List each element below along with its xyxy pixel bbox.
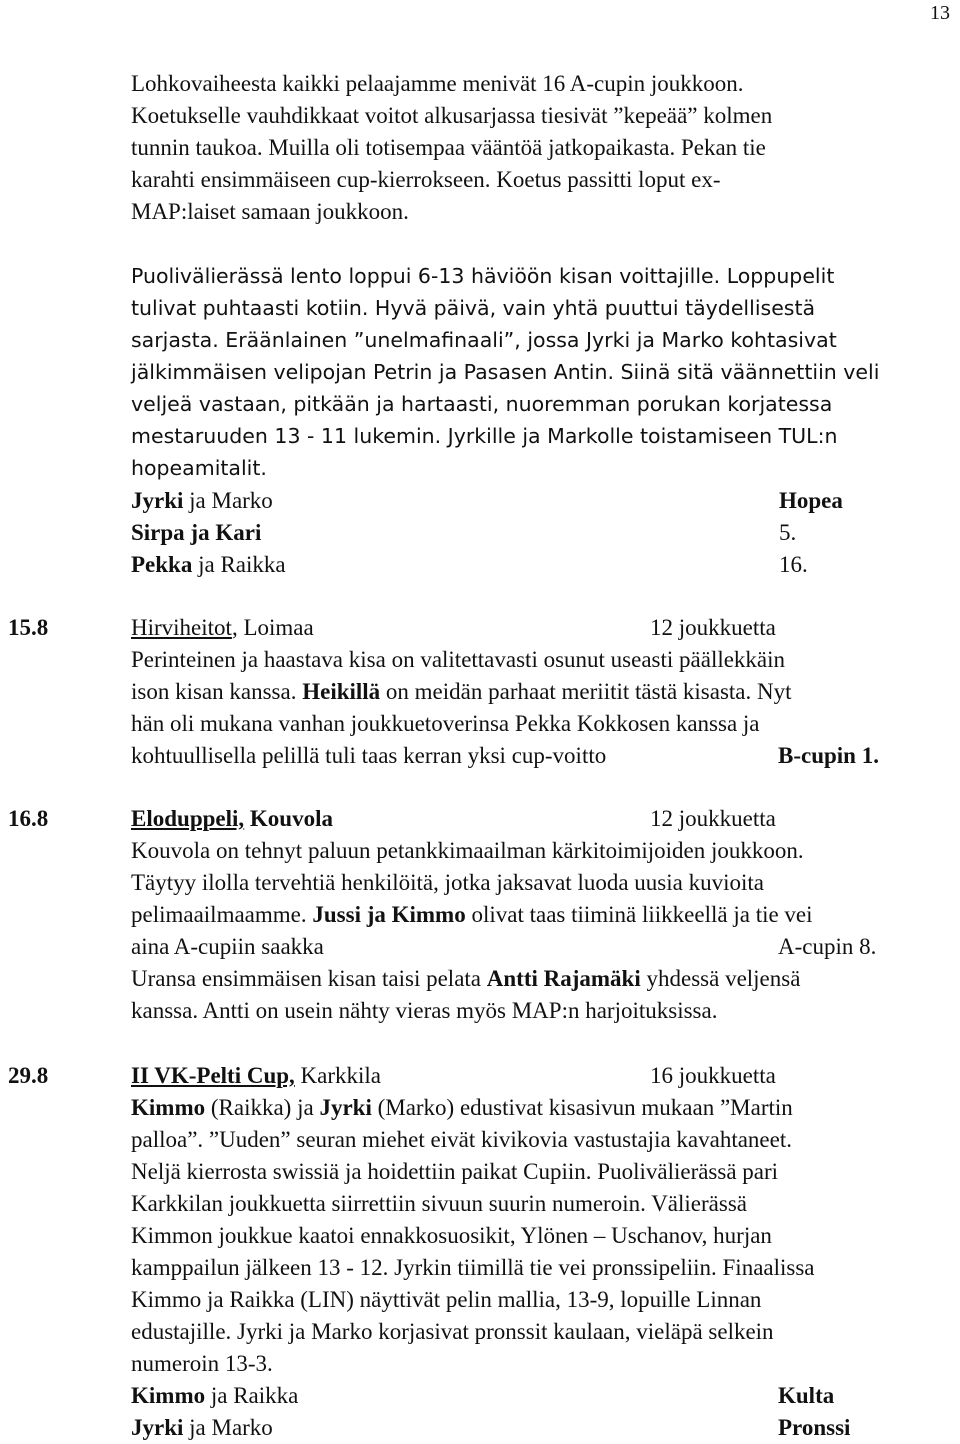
- text-line: Karkkilan joukkuetta siirrettiin sivuun suurin numeroin. Välierässä: [131, 1191, 747, 1216]
- event-date: 29.8: [8, 1063, 49, 1088]
- result-value: 16.: [779, 552, 808, 577]
- event-title: II VK-Pelti Cup, Karkkila: [131, 1063, 382, 1088]
- text-line: hän oli mukana vanhan joukkuetoverinsa Pekka Kokkosen kanssa ja: [131, 711, 760, 736]
- event-body: [131, 1092, 941, 1380]
- text-line: edustajille. Jyrki ja Marko korjasivat pronssit kaulaan, vieläpä selkein: [131, 1319, 774, 1344]
- result-players: Sirpa ja Kari: [131, 520, 262, 545]
- intro-paragraph: [131, 68, 941, 228]
- result-value: Pronssi: [778, 1415, 851, 1440]
- text-line: palloa”. ”Uuden” seuran miehet eivät kivikovia vastustajia kavahtaneet.: [131, 1127, 792, 1152]
- event-result: B-cupin 1.: [778, 743, 879, 768]
- text-line: Täytyy ilolla tervehtiä henkilöitä, jotka jaksavat luoda uusia kuvioita: [131, 870, 764, 895]
- team-count: 12 joukkuetta: [650, 806, 776, 831]
- text-line: Kouvola on tehnyt paluun petankkimaailman kärkitoimijoiden joukkoon.: [131, 838, 804, 863]
- text-line: veljeä vastaan, pitkään ja hartaasti, nuoremman porukan korjatessa: [131, 392, 833, 416]
- text-line: kamppailun jälkeen 13 - 12. Jyrkin tiimillä tie vei pronssipeliin. Finaalissa: [131, 1255, 815, 1280]
- text-line: Perinteinen ja haastava kisa on valitettavasti osunut useasti päällekkäin: [131, 647, 786, 672]
- text-line: mestaruuden 13 - 11 lukemin. Jyrkille ja Markolle toistamiseen TUL:n: [131, 424, 838, 448]
- text-line: Neljä kierrosta swissiä ja hoidettiin paikat Cupiin. Puolivälierässä pari: [131, 1159, 779, 1184]
- result-value: 5.: [779, 520, 797, 545]
- text-line: Kimmon joukkue kaatoi ennakkosuosikit, Ylönen – Uschanov, hurjan: [131, 1223, 772, 1248]
- text-line: tunnin taukoa. Muilla oli totisempaa vääntöä jatkopaikasta. Pekan tie: [131, 135, 766, 160]
- text-line: MAP:laiset samaan joukkoon.: [131, 199, 409, 224]
- result-players: Jyrki ja Marko: [131, 488, 273, 513]
- text-line: numeroin 13-3.: [131, 1351, 273, 1376]
- result-row: [131, 1380, 891, 1412]
- text-line: hopeamitalit.: [131, 456, 267, 480]
- result-row: [131, 1412, 891, 1444]
- text-line: tulivat puhtaasti kotiin. Hyvä päivä, vain yhtä puuttui täydellisestä: [131, 296, 816, 320]
- text-line: sarjasta. Eräänlainen ”unelmafinaali”, jossa Jyrki ja Marko kohtasivat: [131, 328, 837, 352]
- event-date: 16.8: [8, 806, 49, 831]
- text-line: ison kisan kanssa. Heikillä on meidän parhaat meriitit tästä kisasta. Nyt: [131, 679, 792, 704]
- text-line: Lohkovaiheesta kaikki pelaajamme menivät 16 A-cupin joukkoon.: [131, 71, 744, 96]
- text-line: Uransa ensimmäisen kisan taisi pelata Antti Rajamäki yhdessä veljensä: [131, 966, 801, 991]
- result-value: Hopea: [779, 488, 843, 513]
- text-line: jälkimmäisen velipojan Petrin ja Pasasen Antin. Siinä sitä väännettiin veli: [131, 360, 880, 384]
- event-body: [131, 644, 941, 772]
- team-count: 16 joukkuetta: [650, 1063, 776, 1088]
- event-date: 15.8: [8, 615, 49, 640]
- text-line: karahti ensimmäiseen cup-kierrokseen. Koetus passitti loput ex-: [131, 167, 721, 192]
- result-players: Kimmo ja Raikka: [131, 1383, 299, 1408]
- result-row: [131, 517, 891, 549]
- result-row: [131, 485, 891, 517]
- result-players: Pekka ja Raikka: [131, 552, 286, 577]
- text-line: Koetukselle vauhdikkaat voitot alkusarjassa tiesivät ”kepeää” kolmen: [131, 103, 773, 128]
- result-value: Kulta: [778, 1383, 835, 1408]
- event-result: A-cupin 8.: [778, 934, 877, 959]
- result-row: [131, 549, 891, 581]
- event-title: Eloduppeli, Kouvola: [131, 806, 333, 831]
- text-line: pelimaailmaamme. Jussi ja Kimmo olivat taas tiiminä liikkeellä ja tie vei: [131, 902, 813, 927]
- result-players: Jyrki ja Marko: [131, 1415, 273, 1440]
- text-line: Kimmo ja Raikka (LIN) näyttivät pelin mallia, 13-9, lopuille Linnan: [131, 1287, 762, 1312]
- report-paragraph: [131, 260, 941, 484]
- event-body: [131, 835, 941, 1027]
- text-line: Puolivälierässä lento loppui 6-13 häviöön kisan voittajille. Loppupelit: [131, 264, 835, 288]
- text-line: Kimmo (Raikka) ja Jyrki (Marko) edustivat kisasivun mukaan ”Martin: [131, 1095, 793, 1120]
- team-count: 12 joukkuetta: [650, 615, 776, 640]
- text-line: kanssa. Antti on usein nähty vieras myös MAP:n harjoituksissa.: [131, 998, 718, 1023]
- page-number: 13: [930, 2, 950, 24]
- text-line: kohtuullisella pelillä tuli taas kerran yksi cup-voitto B-cupin 1.: [131, 740, 941, 772]
- event-title: Hirviheitot, Loimaa: [131, 615, 314, 640]
- text-line: aina A-cupiin saakka A-cupin 8.: [131, 931, 941, 963]
